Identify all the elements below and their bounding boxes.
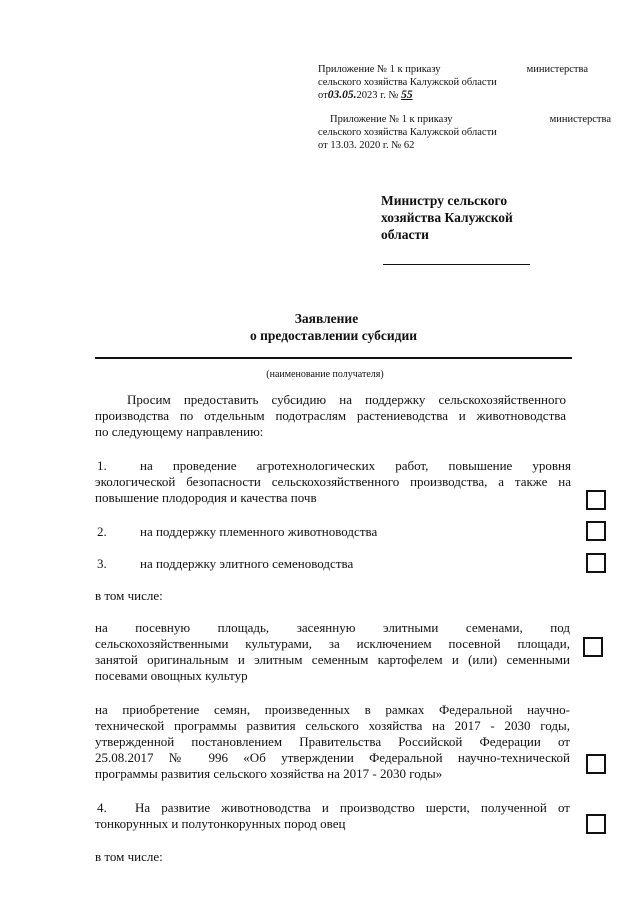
sub-1-line-2: сельскохозяйственными культурами, за исключением посевной площади, xyxy=(95,636,570,651)
item-3-text: на поддержку элитного семеноводства xyxy=(140,556,354,571)
sub-2-line-3: утвержденной постановлением Правительства Российской Федерации от xyxy=(95,734,570,749)
addressee-line-1: Министру сельского xyxy=(381,193,508,208)
sub-2-checkbox[interactable] xyxy=(586,754,606,774)
sub-1-checkbox[interactable] xyxy=(583,637,603,657)
recipient-caption: (наименование получателя) xyxy=(266,369,384,380)
addressee-line-2: хозяйства Калужской xyxy=(381,210,513,225)
addressee-line-3: области xyxy=(381,227,429,242)
date-year-number: 2023 г. № xyxy=(356,90,399,101)
sub-2-line-4: 25.08.2017 № 996 «Об утверждении Федеральной научно-технической xyxy=(95,750,570,765)
appendix-ministry-word: министерства xyxy=(526,64,588,75)
appendix-header-current xyxy=(318,63,588,102)
including-label-1: в том числе: xyxy=(95,588,163,603)
item-2 xyxy=(95,524,377,540)
item-1-number: 1. xyxy=(97,458,107,473)
intro-line-2: производства по отдельным подотраслям растениеводства и животноводства xyxy=(95,408,566,423)
sub-2-line-1: на приобретение семян, произведенных в рамках Федеральной научно- xyxy=(95,702,570,717)
page-title xyxy=(0,310,639,344)
signature-underline xyxy=(383,264,530,265)
sub-1-line-3: занятой оригинальным и элитным семенным картофелем и (или) семенными xyxy=(95,652,570,667)
intro-line-3: по следующему направлению: xyxy=(95,424,264,439)
addressee-block xyxy=(381,192,513,243)
item-2-text: на поддержку племенного животноводства xyxy=(140,524,378,539)
sub-2-line-2: технической программы развития сельского хозяйства на 2017 - 2030 годы, xyxy=(95,718,570,733)
item-2-number: 2. xyxy=(97,524,107,539)
sub-item-seed-purchase xyxy=(95,702,570,782)
item-2-checkbox[interactable] xyxy=(586,521,606,541)
handwritten-date: 03.05. xyxy=(327,89,357,101)
item-1-checkbox[interactable] xyxy=(586,490,606,510)
item-4-checkbox[interactable] xyxy=(586,814,606,834)
appendix-ministry-line: сельского хозяйства Калужской области xyxy=(318,77,497,88)
title-line-1: Заявление xyxy=(294,311,359,326)
appendix-date-line: от 13.03. 2020 г. № 62 xyxy=(318,140,415,151)
appendix-ministry-word: министерства xyxy=(549,114,611,125)
item-3-checkbox[interactable] xyxy=(586,553,606,573)
title-line-2: о предоставлении субсидии xyxy=(249,328,418,343)
intro-line-1: Просим предоставить субсидию на поддержку сельскохозяйственного xyxy=(127,392,566,407)
appendix-title: Приложение № 1 к приказу xyxy=(330,114,453,125)
handwritten-order-number: 55 xyxy=(401,89,413,101)
appendix-header-original xyxy=(318,113,611,152)
item-1-line-1: на проведение агротехнологических работ, повышение уровня xyxy=(140,458,571,473)
item-3-number: 3. xyxy=(97,556,107,571)
appendix-title: Приложение № 1 к приказу xyxy=(318,64,441,75)
item-4-line-1: На развитие животноводства и производство шерсти, полученной от xyxy=(135,800,570,815)
item-1 xyxy=(95,458,571,506)
date-prefix: от xyxy=(318,90,328,101)
item-1-line-2: экологической безопасности сельскохозяйственного производства, а также на xyxy=(95,474,571,489)
appendix-ministry-line: сельского хозяйства Калужской области xyxy=(318,127,497,138)
item-4-line-2: тонкорунных и полутонкорунных пород овец xyxy=(95,816,346,831)
item-3 xyxy=(95,556,353,572)
sub-1-line-1: на посевную площадь, засеянную элитными семенами, под xyxy=(95,620,570,635)
intro-paragraph xyxy=(95,392,566,440)
item-1-line-3: повышение плодородия и качества почв xyxy=(95,490,317,505)
recipient-name-line xyxy=(95,357,572,359)
including-label-2: в том числе: xyxy=(95,849,163,864)
sub-item-elite-seeds-area xyxy=(95,620,570,684)
sub-2-line-5: программы развития сельского хозяйства на 2017 - 2030 годы» xyxy=(95,766,443,781)
sub-1-line-4: посевами овощных культур xyxy=(95,668,248,683)
item-4 xyxy=(95,800,570,832)
item-4-number: 4. xyxy=(97,800,107,815)
